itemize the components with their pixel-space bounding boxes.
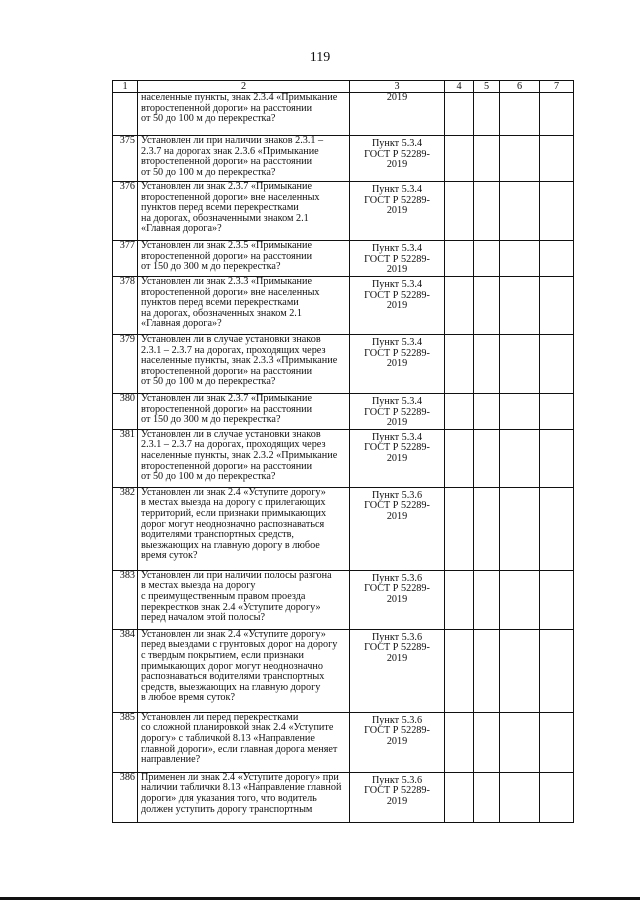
empty-cell (445, 629, 474, 712)
empty-cell (445, 570, 474, 629)
row-question: Установлен ли знак 2.4 «Уступите дорогу» в местах выезда на дорогу с прилегающих территорий, если признаки примыкающих дорог могут неоднозначно распознаваться водителями транспортных средств, выезжающих на главную дорогу в любое время суток? (138, 487, 350, 570)
empty-cell (540, 772, 574, 822)
column-header: 6 (500, 81, 540, 93)
row-question: Установлен ли знак 2.3.5 «Примыкание второстепенной дороги» на расстоянии от 150 до 300 м до перекрестка? (138, 241, 350, 277)
empty-cell (445, 394, 474, 430)
row-reference: Пункт 5.3.6 ГОСТ Р 52289- 2019 (350, 487, 445, 570)
table-row (113, 136, 574, 182)
empty-cell (500, 629, 540, 712)
empty-cell (500, 429, 540, 487)
empty-cell (445, 136, 474, 182)
row-number: 380 (113, 394, 138, 430)
empty-cell (540, 136, 574, 182)
empty-cell (500, 712, 540, 772)
empty-cell (445, 277, 474, 335)
empty-cell (500, 93, 540, 136)
empty-cell (500, 487, 540, 570)
row-number: 386 (113, 772, 138, 822)
empty-cell (474, 394, 500, 430)
row-number: 378 (113, 277, 138, 335)
table-row (113, 429, 574, 487)
table-row (113, 487, 574, 570)
empty-cell (540, 277, 574, 335)
row-question: населенные пункты, знак 2.3.4 «Примыкание второстепенной дороги» на расстоянии от 50 до 100 м до перекрестка? (138, 93, 350, 136)
empty-cell (445, 772, 474, 822)
row-number: 375 (113, 136, 138, 182)
row-reference: Пункт 5.3.4 ГОСТ Р 52289- 2019 (350, 136, 445, 182)
empty-cell (445, 241, 474, 277)
row-number: 384 (113, 629, 138, 712)
header-row (113, 81, 574, 93)
row-number: 382 (113, 487, 138, 570)
empty-cell (474, 182, 500, 241)
empty-cell (540, 629, 574, 712)
table-row (113, 629, 574, 712)
row-reference: Пункт 5.3.6 ГОСТ Р 52289- 2019 (350, 570, 445, 629)
table-row (113, 335, 574, 394)
row-reference: Пункт 5.3.4 ГОСТ Р 52289- 2019 (350, 394, 445, 430)
row-number: 379 (113, 335, 138, 394)
bottom-edge-line (0, 897, 640, 900)
empty-cell (474, 277, 500, 335)
row-number: 385 (113, 712, 138, 772)
row-number: 377 (113, 241, 138, 277)
empty-cell (540, 335, 574, 394)
empty-cell (474, 429, 500, 487)
row-question: Установлен ли знак 2.3.7 «Примыкание второстепенной дороги» на расстоянии от 150 до 300 м до перекрестка? (138, 394, 350, 430)
empty-cell (474, 93, 500, 136)
row-question: Установлен ли в случае установки знаков 2.3.1 – 2.3.7 на дорогах, проходящих через населенные пункты, знак 2.3.2 «Примыкание второстепенной дороги» на расстоянии от 50 до 100 м до перекрестка? (138, 429, 350, 487)
column-header: 2 (138, 81, 350, 93)
empty-cell (474, 487, 500, 570)
empty-cell (445, 182, 474, 241)
row-question: Применен ли знак 2.4 «Уступите дорогу» при наличии таблички 8.13 «Направление главной дороги» для указания того, что водитель должен уступить дорогу транспортным (138, 772, 350, 822)
column-header: 7 (540, 81, 574, 93)
empty-cell (540, 241, 574, 277)
table-row (113, 277, 574, 335)
column-header: 5 (474, 81, 500, 93)
empty-cell (445, 712, 474, 772)
empty-cell (540, 429, 574, 487)
empty-cell (474, 629, 500, 712)
empty-cell (445, 429, 474, 487)
row-reference: Пункт 5.3.6 ГОСТ Р 52289- 2019 (350, 629, 445, 712)
empty-cell (445, 487, 474, 570)
page-number: 119 (309, 50, 331, 65)
table-row (113, 241, 574, 277)
empty-cell (445, 93, 474, 136)
table-row (113, 712, 574, 772)
empty-cell (500, 570, 540, 629)
empty-cell (474, 136, 500, 182)
empty-cell (540, 487, 574, 570)
empty-cell (540, 182, 574, 241)
empty-cell (500, 772, 540, 822)
empty-cell (500, 182, 540, 241)
table-row (113, 772, 574, 822)
checklist-table (112, 80, 574, 823)
row-reference: Пункт 5.3.4 ГОСТ Р 52289- 2019 (350, 182, 445, 241)
row-reference: Пункт 5.3.6 ГОСТ Р 52289- 2019 (350, 772, 445, 822)
empty-cell (500, 241, 540, 277)
column-header: 4 (445, 81, 474, 93)
empty-cell (540, 93, 574, 136)
row-number: 383 (113, 570, 138, 629)
empty-cell (474, 241, 500, 277)
empty-cell (540, 712, 574, 772)
empty-cell (474, 335, 500, 394)
row-question: Установлен ли перед перекрестками со сложной планировкой знак 2.4 «Уступите дорогу» с табличкой 8.13 «Направление главной дороги», если главная дорога меняет направление? (138, 712, 350, 772)
row-reference: Пункт 5.3.4 ГОСТ Р 52289- 2019 (350, 335, 445, 394)
column-header: 1 (113, 81, 138, 93)
row-reference: Пункт 5.3.4 ГОСТ Р 52289- 2019 (350, 241, 445, 277)
row-number (113, 93, 138, 136)
empty-cell (500, 335, 540, 394)
column-header: 3 (350, 81, 445, 93)
row-number: 376 (113, 182, 138, 241)
row-question: Установлен ли в случае установки знаков 2.3.1 – 2.3.7 на дорогах, проходящих через населенные пункты, знак 2.3.3 «Примыкание второстепенной дороги» на расстоянии от 50 до 100 м до перекрестка? (138, 335, 350, 394)
row-question: Установлен ли при наличии полосы разгона в местах выезда на дорогу с преимущественным правом проезда перекрестков знак 2.4 «Уступите дорогу» перед началом этой полосы? (138, 570, 350, 629)
row-question: Установлен ли знак 2.3.7 «Примыкание второстепенной дороги» вне населенных пунктов перед всеми перекрестками на дорогах, обозначенными знаком 2.1 «Главная дорога»? (138, 182, 350, 241)
empty-cell (474, 570, 500, 629)
empty-cell (500, 277, 540, 335)
row-reference: Пункт 5.3.4 ГОСТ Р 52289- 2019 (350, 277, 445, 335)
empty-cell (445, 335, 474, 394)
row-number: 381 (113, 429, 138, 487)
row-question: Установлен ли знак 2.3.3 «Примыкание второстепенной дороги» вне населенных пунктов перед всеми перекрестками на дорогах, обозначенных знаком 2.1 «Главная дорога»? (138, 277, 350, 335)
row-reference: 2019 (350, 93, 445, 136)
empty-cell (500, 394, 540, 430)
table-row (113, 182, 574, 241)
empty-cell (474, 712, 500, 772)
row-reference: Пункт 5.3.4 ГОСТ Р 52289- 2019 (350, 429, 445, 487)
row-question: Установлен ли при наличии знаков 2.3.1 – 2.3.7 на дорогах знак 2.3.6 «Примыкание второстепенной дороги» на расстоянии от 50 до 100 м до перекрестка? (138, 136, 350, 182)
table-row (113, 93, 574, 136)
table-row (113, 570, 574, 629)
row-reference: Пункт 5.3.6 ГОСТ Р 52289- 2019 (350, 712, 445, 772)
row-question: Установлен ли знак 2.4 «Уступите дорогу» перед выездами с грунтовых дорог на дорогу с твердым покрытием, если признаки примыкающих дорог могут неоднозначно распознаваться водителями транспортных средств, выезжающих на главную дорогу в любое время суток? (138, 629, 350, 712)
empty-cell (540, 394, 574, 430)
empty-cell (474, 772, 500, 822)
empty-cell (540, 570, 574, 629)
table-row (113, 394, 574, 430)
empty-cell (500, 136, 540, 182)
